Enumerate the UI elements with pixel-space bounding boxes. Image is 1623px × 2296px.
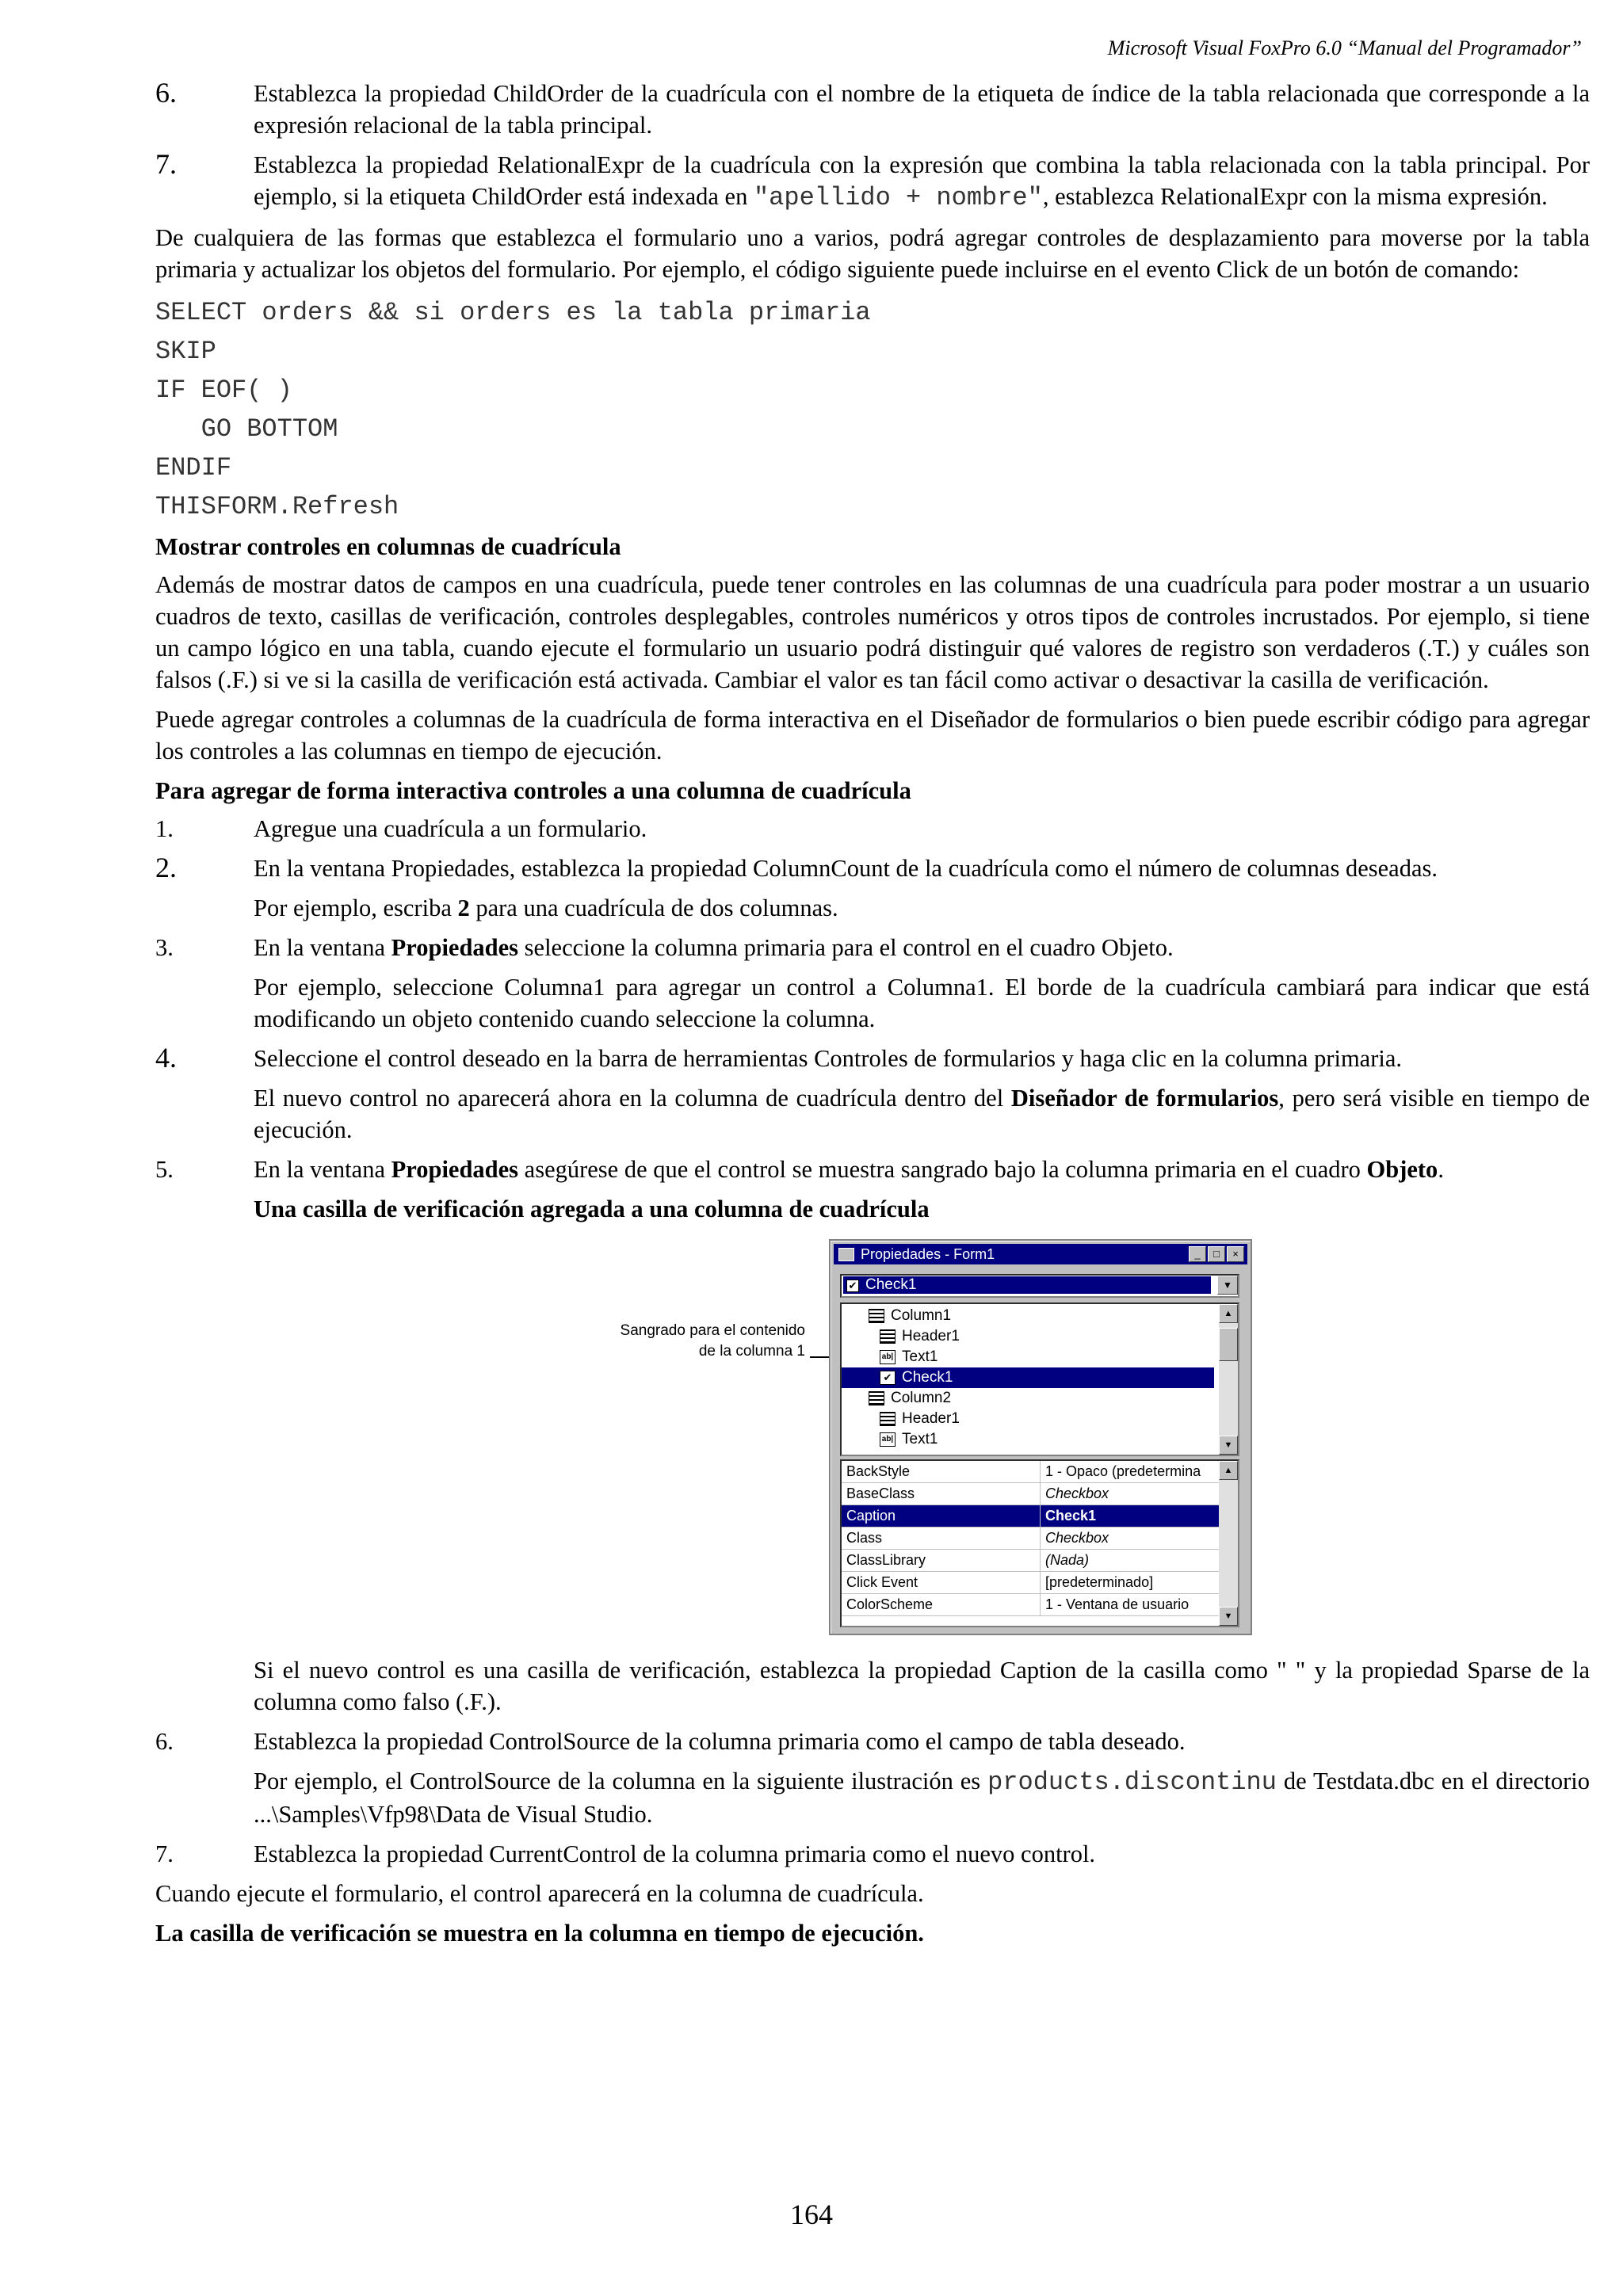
note-bold: 2 <box>457 894 470 921</box>
property-grid <box>840 1459 1239 1627</box>
tree-item[interactable] <box>842 1388 1239 1409</box>
property-name: Class <box>846 1530 883 1546</box>
code-line: ENDIF <box>155 453 232 482</box>
object-tree <box>840 1302 1239 1456</box>
code-line: GO BOTTOM <box>155 414 338 444</box>
object-combo-value <box>843 1276 1211 1294</box>
inline-code: "apellido + nombre" <box>753 183 1043 212</box>
maximize-icon[interactable]: □ <box>1208 1246 1225 1262</box>
note-text: de Testdata.dbc en el directorio ...\Samples\Vfp98\Data de Visual Studio. <box>254 1768 1590 1828</box>
tree-item-label: Text1 <box>902 1431 938 1447</box>
grid-icon <box>869 1391 884 1405</box>
step-text: Agregue una cuadrícula a un formulario. <box>254 815 647 842</box>
step-text: asegúrese de que el control se muestra sangrado bajo la columna primaria en el cuadro <box>518 1156 1367 1183</box>
property-name: BackStyle <box>846 1463 911 1479</box>
tree-item-label: Column2 <box>891 1390 952 1406</box>
step-number: 2. <box>155 852 177 883</box>
list-item <box>155 852 1590 884</box>
step-number: 1. <box>155 815 174 842</box>
tree-item[interactable] <box>842 1429 1239 1450</box>
page-content <box>155 78 1590 1955</box>
tree-item-label: Text1 <box>902 1348 938 1365</box>
paragraph: Puede agregar controles a columnas de la cuadrícula de forma interactiva en el Diseñador de formularios o bien puede escribir código para agregar los controles a las columnas en tiempo de ejecución. <box>155 706 1590 765</box>
chevron-down-icon[interactable]: ▼ <box>1217 1276 1238 1295</box>
property-row[interactable] <box>842 1527 1219 1550</box>
note-text: El nuevo control no aparecerá ahora en la columna de cuadrícula dentro del <box>254 1085 1011 1112</box>
note-text: para una cuadrícula de dos columnas. <box>469 894 838 921</box>
list-item <box>155 148 1590 214</box>
step-bold: Objeto <box>1366 1156 1438 1183</box>
tree-scrollbar[interactable] <box>1219 1304 1238 1455</box>
note-text: Por ejemplo, el ControlSource de la columna en la siguiente ilustración es <box>254 1768 988 1794</box>
note-text: , pero será visible en tiempo de ejecución. <box>254 1085 1590 1143</box>
scroll-down-icon[interactable]: ▼ <box>1219 1436 1238 1455</box>
scroll-up-icon[interactable]: ▲ <box>1219 1304 1238 1323</box>
step-note <box>254 1765 1590 1830</box>
step-text: Establezca la propiedad ChildOrder de la cuadrícula con el nombre de la etiqueta de índice de la tabla relacionada que corresponde a la expresión relacional de la tabla principal. <box>254 80 1590 139</box>
running-header: Microsoft Visual FoxPro 6.0 “Manual del Programador” <box>1107 36 1582 59</box>
step-number: 6. <box>155 1728 174 1755</box>
scroll-up-icon[interactable]: ▲ <box>1219 1461 1238 1480</box>
callout-text: Sangrado para el contenido <box>620 1322 805 1339</box>
window-titlebar[interactable] <box>834 1244 1247 1264</box>
window-app-icon <box>838 1248 854 1261</box>
property-row[interactable] <box>842 1572 1219 1594</box>
properties-window <box>829 1239 1252 1635</box>
paragraph: Cuando ejecute el formulario, el control aparecerá en la columna de cuadrícula. <box>155 1880 924 1907</box>
object-combo[interactable] <box>840 1274 1239 1298</box>
code-line: IF EOF( ) <box>155 376 292 405</box>
textbox-icon: ab| <box>880 1350 896 1364</box>
window-title: Propiedades - Form1 <box>861 1246 995 1262</box>
property-row[interactable] <box>842 1550 1219 1572</box>
property-name: BaseClass <box>846 1486 915 1501</box>
property-value[interactable]: Checkbox <box>1040 1527 1219 1549</box>
list-item <box>155 77 1590 141</box>
step-text: Seleccione el control deseado en la barra de herramientas Controles de formularios y haga clic en la columna primaria. <box>254 1045 1403 1072</box>
property-value[interactable]: 1 - Opaco (predetermina <box>1040 1461 1219 1482</box>
step-number: 7. <box>155 1840 174 1867</box>
grid-icon <box>869 1309 884 1323</box>
paragraph: De cualquiera de las formas que establezca el formulario uno a varios, podrá agregar controles de desplazamiento para moverse por la tabla primaria y actualizar los objetos del formulario. Por ejemplo, el código siguiente puede incluirse en el evento Click de un botón de comando: <box>155 224 1590 283</box>
minimize-icon[interactable]: _ <box>1189 1246 1206 1262</box>
closing-bold-text: La casilla de verificación se muestra en la columna en tiempo de ejecución. <box>155 1920 924 1947</box>
step-number: 7. <box>155 148 177 180</box>
property-name: Click Event <box>846 1574 918 1590</box>
list-item <box>155 1154 1590 1185</box>
code-line: SKIP <box>155 337 216 366</box>
list-item <box>155 1838 1590 1870</box>
list-item <box>155 813 1590 845</box>
property-row-selected[interactable] <box>842 1505 1219 1527</box>
object-combo-label: Check1 <box>865 1276 917 1293</box>
figure-caption: Una casilla de verificación agregada a una columna de cuadrícula <box>254 1196 930 1222</box>
step-text: En la ventana <box>254 934 391 961</box>
tree-item[interactable] <box>842 1347 1239 1367</box>
close-icon[interactable]: × <box>1227 1246 1244 1262</box>
step-number: 5. <box>155 1156 174 1183</box>
tree-item-label: Column1 <box>891 1307 952 1324</box>
property-row[interactable] <box>842 1461 1219 1483</box>
step-text: Establezca la propiedad ControlSource de la columna primaria como el campo de tabla deseado. <box>254 1728 1186 1755</box>
scroll-down-icon[interactable]: ▼ <box>1219 1607 1238 1626</box>
step-bold: Propiedades <box>391 1156 519 1183</box>
step-number: 4. <box>155 1042 177 1074</box>
paragraph: Además de mostrar datos de campos en una cuadrícula, puede tener controles en las columnas de una cuadrícula para poder mostrar a un usuario cuadros de texto, casillas de verificación, controles desplegables, controles numéricos y otros tipos de controles incrustados. Por ejemplo, si tiene un campo lógico en una tabla, cuando ejecute el formulario un usuario podrá distinguir qué valores de registro son verdaderos (.T.) y cuáles son falsos (.F.) si ve si la casilla de verificación está activada. Cambiar el valor es tan fácil como activar o desactivar la casilla de verificación. <box>155 571 1590 693</box>
step-text: En la ventana <box>254 1156 391 1183</box>
step-number: 6. <box>155 77 177 109</box>
step-bold: Propiedades <box>391 934 519 961</box>
tree-item-selected[interactable] <box>842 1367 1214 1388</box>
property-row[interactable] <box>842 1594 1219 1616</box>
step-text: En la ventana Propiedades, establezca la propiedad ColumnCount de la cuadrícula como el número de columnas deseadas. <box>254 855 1438 882</box>
tree-item-label: Check1 <box>902 1369 953 1386</box>
code-block <box>155 293 1590 526</box>
figure-properties-window <box>155 1239 1590 1643</box>
step-text: , establezca RelationalExpr con la misma expresión. <box>1042 183 1548 210</box>
section-heading: Mostrar controles en columnas de cuadrícula <box>155 533 621 560</box>
property-name: Caption <box>846 1508 896 1524</box>
note-bold: Diseñador de formularios <box>1010 1085 1279 1112</box>
step-note: Por ejemplo, seleccione Columna1 para agregar un control a Columna1. El borde de la cuadrícula cambiará para indicar que está modificando un objeto contenido cuando seleccione la columna. <box>254 974 1590 1032</box>
tree-item[interactable] <box>842 1326 1239 1347</box>
figure-callout <box>591 1321 805 1362</box>
step-note <box>254 1082 1590 1146</box>
page-number: 164 <box>790 2199 833 2230</box>
checkbox-icon: ✔ <box>880 1371 896 1385</box>
step-text: . <box>1438 1156 1444 1183</box>
step-text: seleccione la columna primaria para el control en el cuadro Objeto. <box>518 934 1174 961</box>
note-text: Por ejemplo, escriba <box>254 894 458 921</box>
property-value[interactable]: Checkbox <box>1040 1483 1219 1505</box>
grid-scrollbar[interactable] <box>1219 1461 1238 1626</box>
tree-item-label: Header1 <box>902 1328 960 1344</box>
property-name: ClassLibrary <box>846 1552 926 1568</box>
step-note <box>254 892 1590 924</box>
grid-icon <box>880 1329 896 1344</box>
callout-text: de la columna 1 <box>698 1343 805 1360</box>
list-item <box>155 932 1590 963</box>
property-row[interactable] <box>842 1483 1219 1505</box>
step-note: Si el nuevo control es una casilla de verificación, establezca la propiedad Caption de la casilla como " " y la propiedad Sparse de la columna como falso (.F.). <box>254 1657 1590 1715</box>
tree-item[interactable] <box>842 1306 1239 1326</box>
step-text: Establezca la propiedad CurrentControl de la columna primaria como el nuevo control. <box>254 1840 1096 1867</box>
scroll-thumb[interactable] <box>1219 1328 1238 1361</box>
tree-item-label: Header1 <box>902 1410 960 1427</box>
checkbox-icon: ✔ <box>846 1280 859 1292</box>
procedure-heading: Para agregar de forma interactiva controles a una columna de cuadrícula <box>155 777 911 804</box>
grid-icon <box>880 1412 896 1426</box>
step-number: 3. <box>155 934 174 961</box>
code-line: THISFORM.Refresh <box>155 492 399 521</box>
property-name: ColorScheme <box>846 1596 934 1612</box>
code-line: SELECT orders && si orders es la tabla primaria <box>155 298 871 327</box>
property-value[interactable]: Check1 <box>1040 1505 1219 1527</box>
list-item <box>155 1726 1590 1757</box>
step-text: Establezca la propiedad RelationalExpr de la cuadrícula con la expresión que combina la tabla relacionada con la tabla principal. Por ejemplo, si la etiqueta ChildOrder está indexada en <box>254 151 1590 210</box>
property-value[interactable]: 1 - Ventana de usuario <box>1040 1594 1219 1615</box>
list-item <box>155 1042 1590 1074</box>
inline-code: products.discontinu <box>987 1768 1277 1797</box>
textbox-icon: ab| <box>880 1432 896 1447</box>
property-value[interactable]: (Nada) <box>1040 1550 1219 1571</box>
tree-item[interactable] <box>842 1409 1239 1429</box>
property-value[interactable]: [predeterminado] <box>1040 1572 1219 1593</box>
